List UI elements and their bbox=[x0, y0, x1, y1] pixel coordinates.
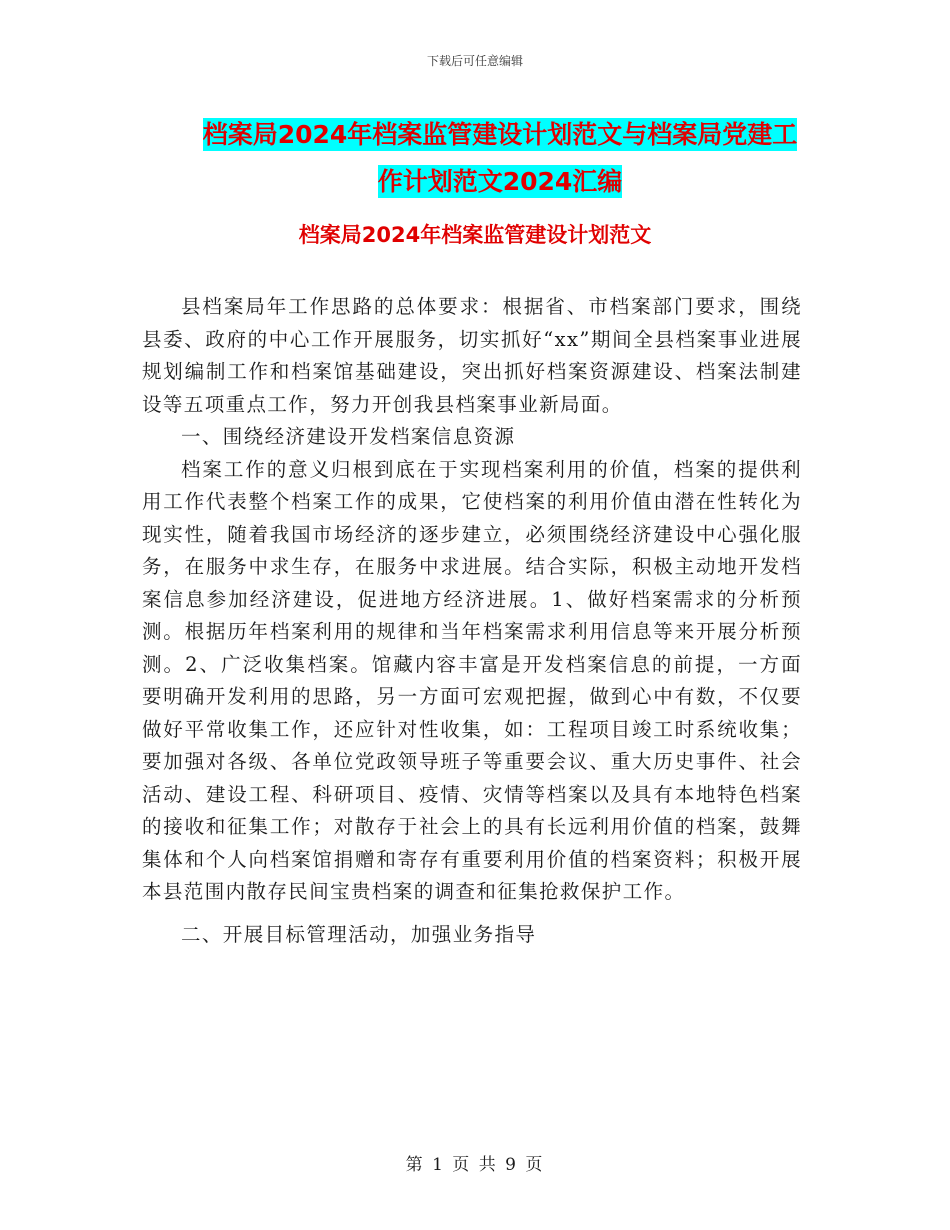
document-title-line-1: 档案局2024年档案监管建设计划范文与档案局党建工 bbox=[202, 120, 798, 149]
document-title bbox=[140, 111, 860, 205]
paragraph-archive-value: 档案工作的意义归根到底在于实现档案利用的价值，档案的提供利用工作代表整个档案工作的成果，它使档案的利用价值由潜在性转化为现实性，随着我国市场经济的逐步建立，必须围绕经济建设中心强化服务，在服务中求生存，在服务中求进展。结合实际，积极主动地开发档案信息参加经济建设，促进地方经济进展。1、做好档案需求的分析预测。根据历年档案利用的规律和当年档案需求利用信息等来开展分析预测。2、广泛收集档案。馆藏内容丰富是开发档案信息的前提，一方面要明确开发利用的思路，另一方面可宏观把握，做到心中有数，不仅要做好平常收集工作，还应针对性收集，如：工程项目竣工时系统收集；要加强对各级、各单位党政领导班子等重要会议、重大历史事件、社会活动、建设工程、科研项目、疫情、灾情等档案以及具有本地特色档案的接收和征集工作；对散存于社会上的具有长远利用价值的档案，鼓舞集体和个人向档案馆捐赠和寄存有重要利用价值的档案资料；积极开展本县范围内散存民间宝贵档案的调查和征集抢救保护工作。 bbox=[142, 457, 802, 903]
document-title-line-2: 作计划范文2024汇编 bbox=[377, 167, 623, 196]
heading-target-management: 二、开展目标管理活动，加强业务指导 bbox=[181, 922, 537, 946]
page-number: 第 1 页 共 9 页 bbox=[405, 1155, 545, 1175]
section-title: 档案局2024年档案监管建设计划范文 bbox=[298, 223, 652, 247]
document-body bbox=[142, 291, 802, 951]
paragraph-intro: 县档案局年工作思路的总体要求：根据省、市档案部门要求，围绕县委、政府的中心工作开展服务，切实抓好“xx”期间全县档案事业进展规划编制工作和档案馆基础建设，突出抓好档案资源建设、档案法制建设等五项重点工作，努力开创我县档案事业新局面。 bbox=[142, 295, 802, 416]
heading-economic-construction: 一、围绕经济建设开发档案信息资源 bbox=[181, 425, 516, 448]
page-header-note: 下载后可任意编辑 bbox=[426, 54, 523, 68]
